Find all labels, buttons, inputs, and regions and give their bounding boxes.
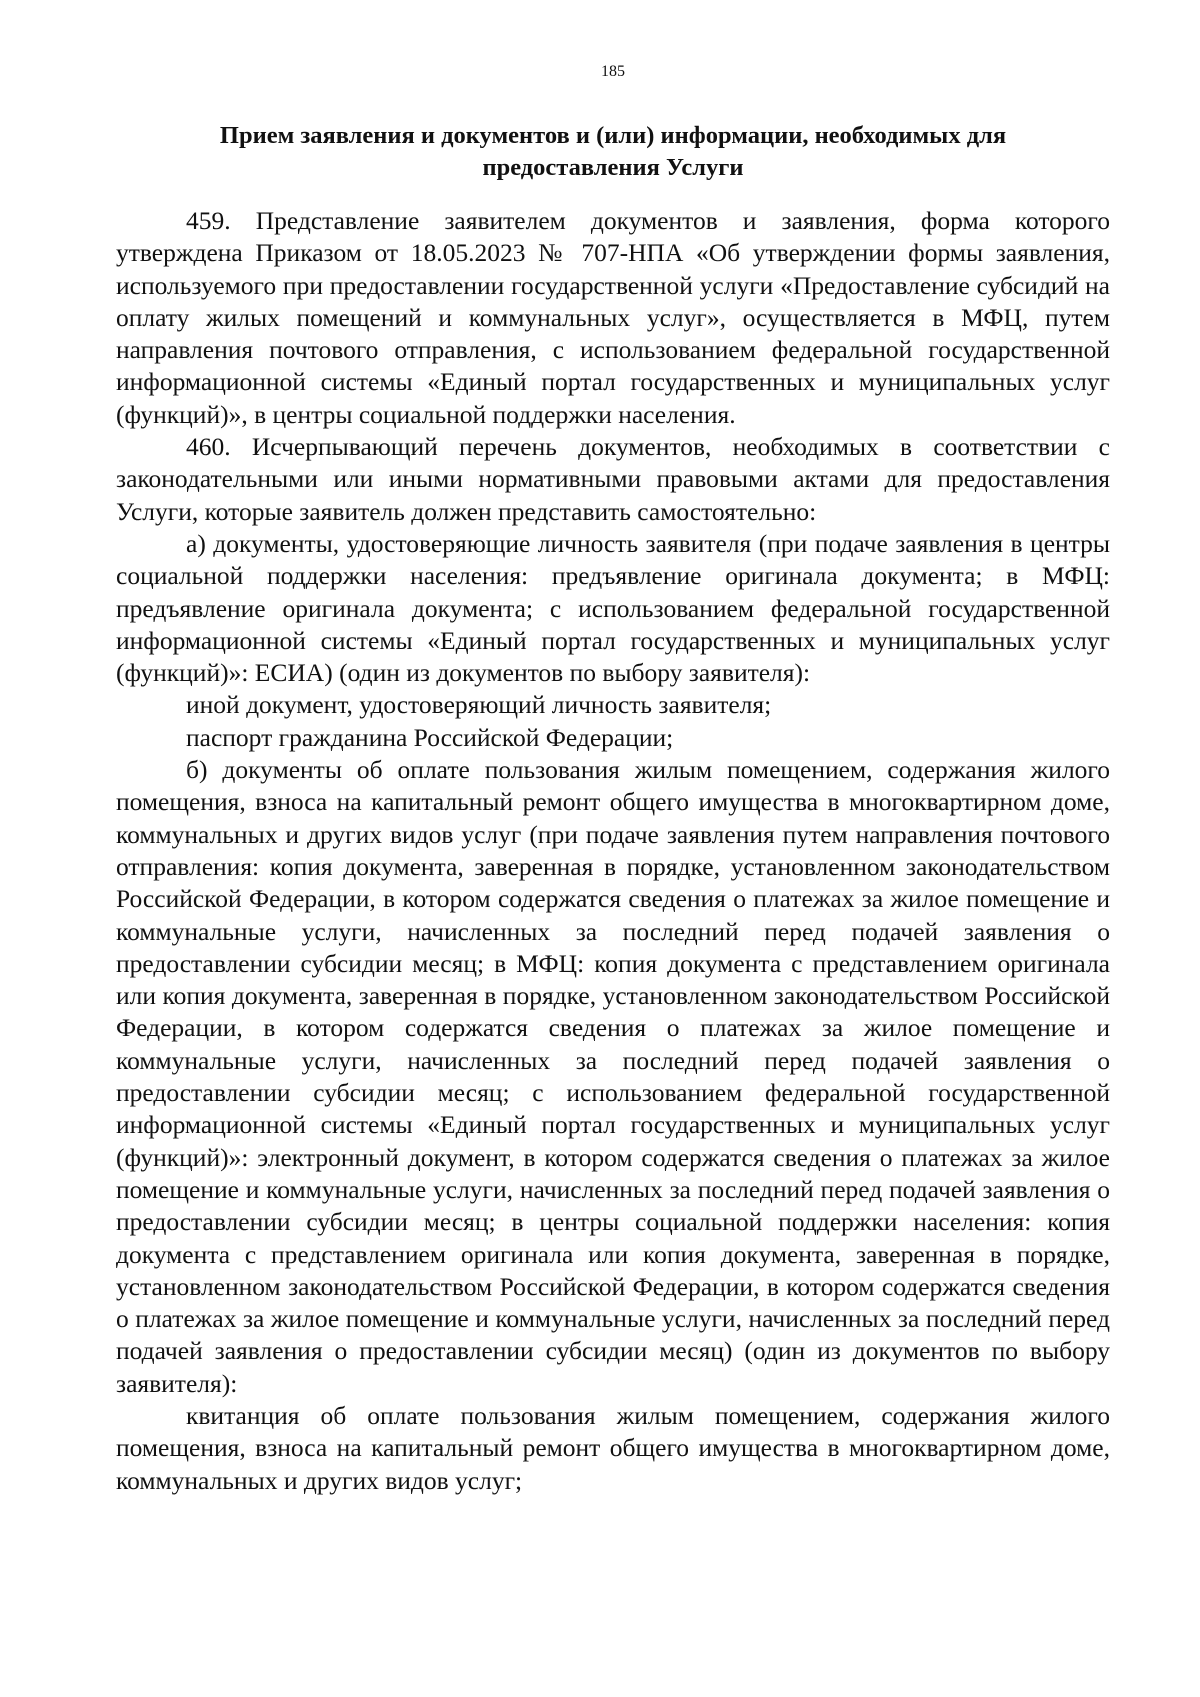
section-heading-line-2: предоставления Услуги: [482, 154, 744, 181]
paragraph-item-b: б) документы об оплате пользования жилым помещением, содержания жилого помещения, взноса на капитальный ремонт общего имущества в многоквартирном доме, коммунальных и других видов услуг (при подаче заявления путем направления почтового отправления: копия документа, заверенная в порядке, установленном законодательством Российской Федерации, в котором содержатся сведения о платежах за жилое помещение и коммунальные услуги, начисленных за последний перед подачей заявления о предоставлении субсидии месяц; в МФЦ: копия документа с представлением оригинала или копия документа, заверенная в порядке, установленном законодательством Российской Федерации, в котором содержатся сведения о платежах за жилое помещение и коммунальные услуги, начисленных за последний перед подачей заявления о предоставлении субсидии месяц; с использованием федеральной государственной информационной системы «Единый портал государственных и муниципальных услуг (функций)»: электронный документ, в котором содержатся сведения о платежах за жилое помещение и коммунальные услуги, начисленных за последний перед подачей заявления о предоставлении субсидии месяц; в центры социальной поддержки населения: копия документа с представлением оригинала или копия документа, заверенная в порядке, установленном законодательством Российской Федерации, в котором содержатся сведения о платежах за жилое помещение и коммунальные услуги, начисленных за последний перед подачей заявления о предоставлении субсидии месяц) (один из документов по выбору заявителя):: [116, 755, 1110, 1398]
paragraph-460: 460. Исчерпывающий перечень документов, необходимых в соответствии с законодательными или иными нормативными правовыми актами для предоставления Услуги, которые заявитель должен представить самостоятельно:: [116, 432, 1110, 526]
paragraph-item-a: а) документы, удостоверяющие личность заявителя (при подаче заявления в центры социальной поддержки населения: предъявление оригинала документа; в МФЦ: предъявление оригинала документа; с использованием федеральной государственной информационной системы «Единый портал государственных и муниципальных услуг (функций)»: ЕСИА) (один из документов по выбору заявителя):: [116, 528, 1110, 688]
section-heading-line-1: Прием заявления и документов и (или) информации, необходимых для: [219, 122, 1007, 149]
page-number: 185: [601, 63, 625, 80]
list-item-passport: паспорт гражданина Российской Федерации;: [186, 722, 674, 752]
list-item-payment-receipt: квитанция об оплате пользования жилым помещением, содержания жилого помещения, взноса на капитальный ремонт общего имущества в многоквартирном доме, коммунальных и других видов услуг;: [116, 1400, 1110, 1495]
list-item-other-id-document: иной документ, удостоверяющий личность заявителя;: [186, 690, 772, 720]
paragraph-459: 459. Представление заявителем документов и заявления, форма которого утверждена Приказом от 18.05.2023 № 707-НПА «Об утверждении формы заявления, используемого при предоставлении государственной услуги «Предоставление субсидий на оплату жилых помещений и коммунальных услуг», осуществляется в МФЦ, путем направления почтового отправления, с использованием федеральной государственной информационной системы «Единый портал государственных и муниципальных услуг (функций)», в центры социальной поддержки населения.: [116, 206, 1110, 429]
document-page: [116, 62, 1110, 1497]
section-heading: [116, 120, 1110, 184]
document-body: [116, 205, 1110, 1497]
